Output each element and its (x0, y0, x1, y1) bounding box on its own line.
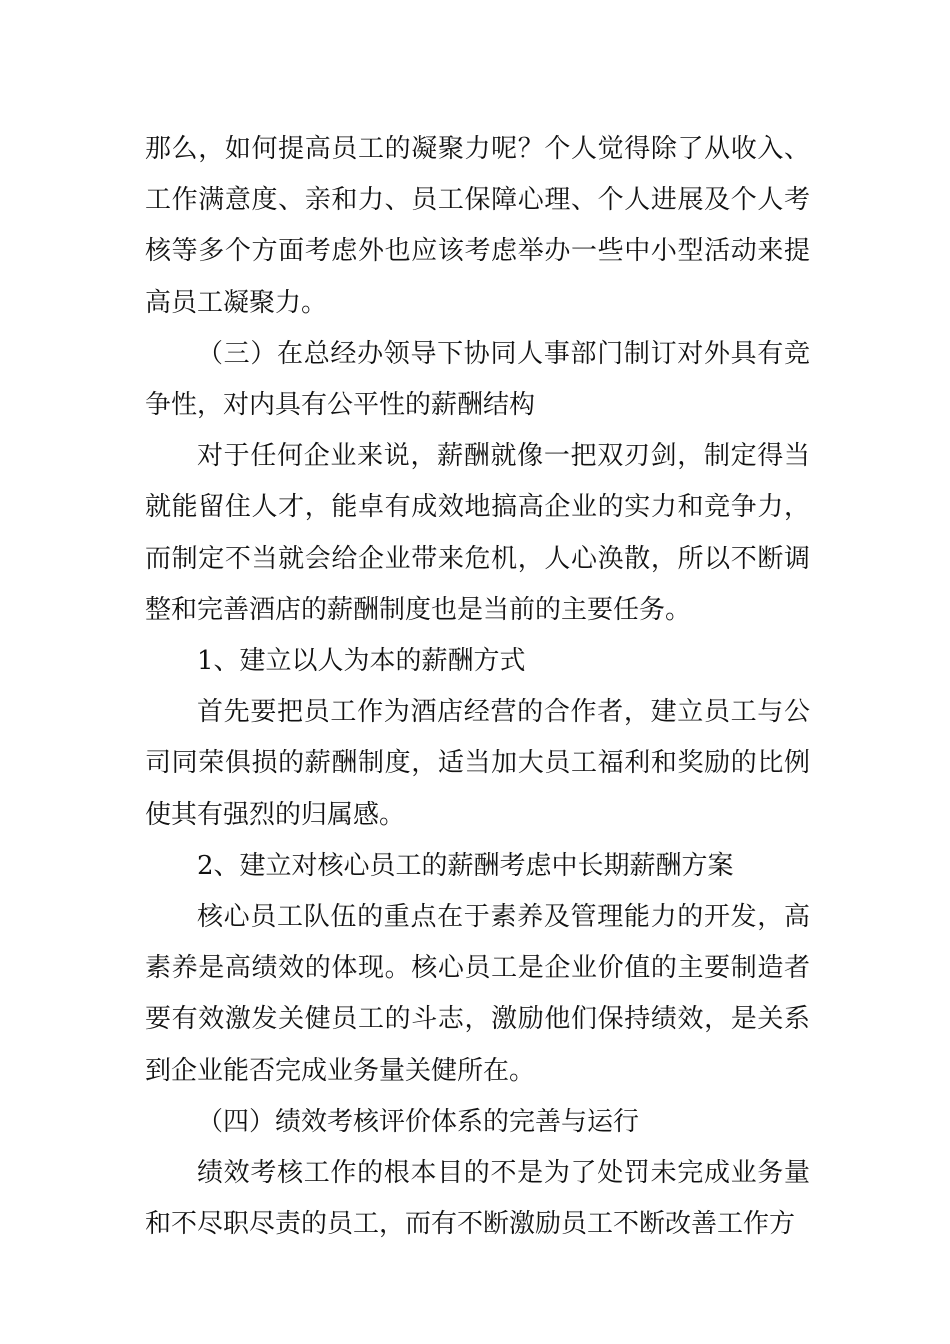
subheading-people-oriented-salary: 1、建立以人为本的薪酬方式 (197, 646, 526, 677)
document-body (145, 124, 810, 1250)
paragraph-salary-intro: 对于任何企业来说，薪酬就像一把双刃剑，制定得当就能留住人才，能卓有成效地搞高企业的实力和竞争力，而制定不当就会给企业带来危机，人心涣散，所以不断调整和完善酒店的薪酬制度也是当前的主要任务。 (145, 441, 810, 625)
section-heading-performance-appraisal: （四）绩效考核评价体系的完善与运行 (197, 1106, 640, 1137)
paragraph-people-oriented-salary: 首先要把员工作为酒店经营的合作者，建立员工与公司同荣俱损的薪酬制度，适当加大员工福利和奖励的比例使其有强烈的归属感。 (145, 697, 810, 830)
paragraph-core-staff: 核心员工队伍的重点在于素养及管理能力的开发，高素养是高绩效的体现。核心员工是企业价值的主要制造者要有效激发关健员工的斗志，激励他们保持绩效，是关系到企业能否完成业务量关健所在。 (145, 902, 810, 1086)
paragraph-performance-appraisal: 绩效考核工作的根本目的不是为了处罚未完成业务量和不尽职尽责的员工，而有不断激励员工不断改善工作方 (145, 1158, 810, 1240)
paragraph-cohesion: 那么，如何提高员工的凝聚力呢？个人觉得除了从收入、工作满意度、亲和力、员工保障心理、个人进展及个人考核等多个方面考虑外也应该考虑举办一些中小型活动来提高员工凝聚力。 (145, 134, 810, 318)
section-heading-salary-structure: （三）在总经办领导下协同人事部门制订对外具有竞争性，对内具有公平性的薪酬结构 (145, 338, 810, 421)
subheading-core-staff-salary: 2、建立对核心员工的薪酬考虑中长期薪酬方案 (197, 850, 734, 881)
